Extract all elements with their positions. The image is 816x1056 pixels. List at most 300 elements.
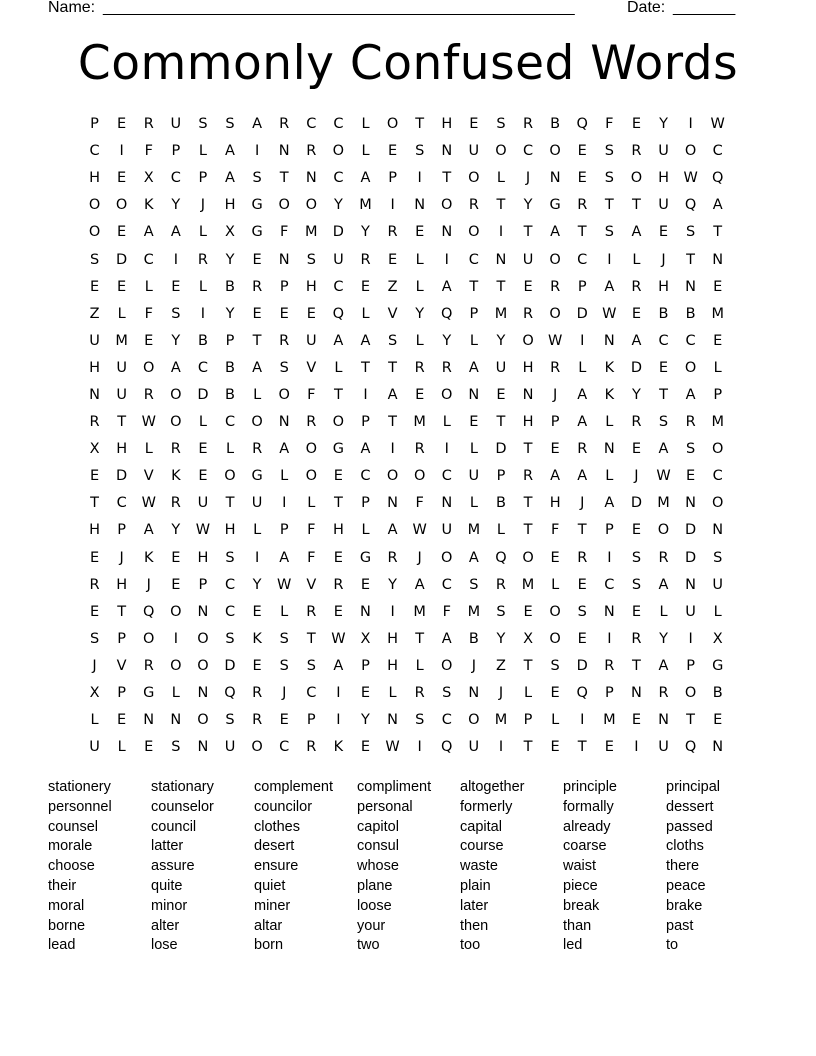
grid-letter[interactable]: H (332, 522, 344, 539)
grid-letter[interactable]: A (468, 359, 479, 376)
grid-letter[interactable]: Y (333, 197, 343, 214)
grid-letter[interactable]: T (388, 359, 397, 376)
grid-letter[interactable]: T (523, 657, 533, 674)
grid-letter[interactable]: T (117, 603, 127, 620)
grid-letter[interactable]: P (604, 522, 614, 539)
grid-letter[interactable]: I (688, 630, 693, 647)
grid-letter[interactable]: R (306, 414, 317, 431)
grid-letter[interactable]: D (224, 657, 236, 674)
grid-letter[interactable]: G (359, 549, 372, 566)
grid-letter[interactable]: Y (225, 251, 235, 268)
grid-letter[interactable]: H (116, 576, 128, 593)
grid-letter[interactable]: E (523, 278, 533, 295)
grid-letter[interactable]: G (332, 441, 345, 458)
grid-letter[interactable]: S (225, 712, 235, 729)
grid-letter[interactable]: I (580, 332, 585, 349)
grid-letter[interactable]: K (333, 739, 344, 756)
grid-letter[interactable]: E (171, 549, 181, 566)
grid-letter[interactable]: A (360, 170, 371, 187)
grid-letter[interactable]: E (252, 657, 262, 674)
grid-letter[interactable]: W (656, 468, 671, 485)
grid-letter[interactable]: X (89, 685, 100, 702)
grid-letter[interactable]: U (89, 332, 100, 349)
grid-letter[interactable]: W (195, 522, 211, 539)
grid-letter[interactable]: D (685, 522, 697, 539)
grid-letter[interactable]: S (469, 576, 479, 593)
grid-letter[interactable]: O (413, 468, 426, 485)
grid-letter[interactable]: U (495, 359, 507, 376)
grid-letter[interactable]: R (387, 224, 398, 241)
grid-letter[interactable]: O (278, 197, 290, 214)
grid-letter[interactable]: A (279, 441, 290, 458)
grid-letter[interactable]: E (117, 116, 127, 133)
grid-letter[interactable]: E (117, 278, 127, 295)
grid-letter[interactable]: T (577, 739, 587, 756)
grid-letter[interactable]: E (713, 278, 723, 295)
grid-letter[interactable]: X (89, 441, 100, 458)
grid-letter[interactable]: N (441, 224, 453, 241)
grid-letter[interactable]: C (170, 170, 181, 187)
grid-letter[interactable]: I (688, 116, 693, 133)
grid-letter[interactable]: L (496, 522, 505, 539)
grid-letter[interactable]: J (525, 170, 531, 187)
grid-letter[interactable]: E (658, 224, 669, 241)
grid-letter[interactable]: N (170, 712, 182, 729)
grid-letter[interactable]: L (198, 278, 207, 295)
grid-letter[interactable]: O (549, 305, 561, 322)
grid-letter[interactable]: I (417, 170, 422, 187)
grid-letter[interactable]: K (604, 359, 615, 376)
grid-letter[interactable]: B (225, 386, 235, 403)
grid-letter[interactable]: C (116, 495, 127, 512)
grid-letter[interactable]: F (144, 305, 153, 322)
grid-letter[interactable]: E (117, 224, 127, 241)
grid-letter[interactable]: J (580, 495, 585, 512)
grid-letter[interactable]: G (712, 657, 724, 674)
grid-letter[interactable]: O (305, 468, 317, 485)
grid-letter[interactable]: R (89, 576, 100, 593)
grid-letter[interactable]: C (522, 143, 534, 160)
grid-letter[interactable]: L (171, 685, 180, 702)
grid-letter[interactable]: W (683, 170, 698, 187)
grid-letter[interactable]: N (387, 495, 398, 512)
grid-letter[interactable]: O (143, 359, 155, 376)
grid-letter[interactable]: M (467, 522, 481, 539)
grid-letter[interactable]: Y (361, 224, 370, 241)
grid-letter[interactable]: U (712, 576, 724, 593)
grid-letter[interactable]: I (390, 197, 395, 214)
grid-letter[interactable]: L (632, 251, 641, 268)
grid-letter[interactable]: M (467, 603, 481, 620)
grid-letter[interactable]: L (442, 414, 451, 431)
grid-letter[interactable]: F (442, 603, 451, 620)
grid-letter[interactable]: L (659, 603, 668, 620)
grid-letter[interactable]: U (170, 116, 182, 133)
grid-letter[interactable]: O (305, 441, 317, 458)
grid-letter[interactable]: J (661, 251, 666, 268)
grid-letter[interactable]: V (306, 576, 317, 593)
grid-letter[interactable]: H (305, 278, 317, 295)
grid-letter[interactable]: H (658, 278, 669, 295)
grid-letter[interactable]: R (550, 278, 561, 295)
grid-letter[interactable]: E (387, 143, 398, 160)
grid-letter[interactable]: P (496, 468, 506, 485)
grid-letter[interactable]: Q (143, 603, 155, 620)
grid-letter[interactable]: G (549, 197, 561, 214)
grid-letter[interactable]: N (685, 495, 697, 512)
grid-letter[interactable]: T (496, 414, 506, 431)
grid-letter[interactable]: S (415, 712, 425, 729)
grid-letter[interactable]: E (631, 712, 641, 729)
grid-letter[interactable]: R (170, 441, 181, 458)
grid-letter[interactable]: I (200, 305, 206, 322)
grid-letter[interactable]: M (711, 414, 724, 431)
grid-letter[interactable]: C (333, 278, 344, 295)
grid-letter[interactable]: T (469, 278, 479, 295)
grid-letter[interactable]: A (387, 522, 398, 539)
grid-letter[interactable]: O (684, 685, 697, 702)
grid-letter[interactable]: Z (387, 278, 398, 295)
grid-letter[interactable]: N (441, 143, 453, 160)
grid-letter[interactable]: N (712, 739, 724, 756)
grid-letter[interactable]: O (197, 657, 209, 674)
grid-letter[interactable]: R (577, 441, 588, 458)
grid-letter[interactable]: K (171, 468, 181, 485)
date-blank-line[interactable]: _______ (673, 0, 736, 16)
grid-letter[interactable]: T (117, 414, 127, 431)
grid-letter[interactable]: O (88, 197, 101, 214)
grid-letter[interactable]: A (658, 657, 669, 674)
grid-letter[interactable]: P (361, 495, 370, 512)
grid-letter[interactable]: S (306, 657, 316, 674)
grid-letter[interactable]: U (658, 197, 669, 214)
grid-letter[interactable]: E (117, 712, 127, 729)
grid-letter[interactable]: P (225, 332, 235, 349)
grid-letter[interactable]: T (442, 170, 452, 187)
grid-letter[interactable]: J (471, 657, 476, 674)
grid-letter[interactable]: E (631, 441, 641, 458)
grid-letter[interactable]: N (603, 603, 615, 620)
grid-letter[interactable]: I (607, 251, 612, 268)
grid-letter[interactable]: R (170, 495, 181, 512)
grid-letter[interactable]: C (224, 576, 236, 593)
grid-letter[interactable]: A (143, 522, 154, 539)
grid-letter[interactable]: S (198, 116, 208, 133)
grid-letter[interactable]: N (305, 170, 317, 187)
grid-letter[interactable]: S (171, 739, 181, 756)
grid-letter[interactable]: N (278, 414, 290, 431)
grid-letter[interactable]: L (551, 712, 560, 729)
grid-letter[interactable]: A (550, 468, 561, 485)
grid-letter[interactable]: E (89, 603, 100, 620)
grid-letter[interactable]: Q (576, 685, 588, 702)
grid-letter[interactable]: V (387, 305, 398, 322)
grid-letter[interactable]: E (171, 576, 181, 593)
grid-letter[interactable]: N (278, 251, 290, 268)
grid-letter[interactable]: E (252, 305, 262, 322)
grid-letter[interactable]: X (225, 224, 235, 241)
grid-letter[interactable]: J (200, 197, 206, 214)
grid-letter[interactable]: R (468, 197, 479, 214)
grid-letter[interactable]: X (360, 630, 371, 647)
grid-letter[interactable]: R (279, 116, 290, 133)
grid-letter[interactable]: C (89, 143, 100, 160)
grid-letter[interactable]: O (468, 224, 480, 241)
grid-letter[interactable]: E (252, 251, 262, 268)
grid-letter[interactable]: I (363, 386, 368, 403)
grid-letter[interactable]: E (360, 685, 371, 702)
grid-letter[interactable]: O (88, 224, 101, 241)
grid-letter[interactable]: E (89, 549, 100, 566)
grid-letter[interactable]: E (279, 712, 289, 729)
grid-letter[interactable]: O (495, 143, 507, 160)
grid-letter[interactable]: S (631, 576, 642, 593)
grid-letter[interactable]: S (713, 549, 723, 566)
grid-letter[interactable]: N (468, 685, 480, 702)
grid-letter[interactable]: E (144, 332, 154, 349)
grid-letter[interactable]: Y (361, 712, 370, 729)
grid-letter[interactable]: L (415, 278, 424, 295)
grid-letter[interactable]: U (89, 739, 100, 756)
grid-letter[interactable]: O (468, 170, 480, 187)
grid-letter[interactable]: O (197, 630, 209, 647)
grid-letter[interactable]: A (604, 278, 615, 295)
grid-letter[interactable]: M (603, 712, 616, 729)
grid-letter[interactable]: N (414, 197, 426, 214)
grid-letter[interactable]: A (252, 359, 263, 376)
grid-letter[interactable]: R (143, 116, 154, 133)
grid-letter[interactable]: T (279, 170, 289, 187)
grid-letter[interactable]: N (468, 386, 480, 403)
grid-letter[interactable]: I (173, 251, 178, 268)
grid-letter[interactable]: R (631, 630, 642, 647)
grid-letter[interactable]: Y (252, 576, 262, 593)
grid-letter[interactable]: Q (684, 197, 697, 214)
grid-letter[interactable]: A (658, 441, 669, 458)
grid-letter[interactable]: V (116, 657, 127, 674)
grid-letter[interactable]: R (252, 685, 263, 702)
grid-letter[interactable]: I (254, 143, 260, 160)
grid-letter[interactable]: J (498, 685, 504, 702)
grid-letter[interactable]: T (686, 251, 696, 268)
grid-letter[interactable]: R (414, 685, 425, 702)
grid-letter[interactable]: L (280, 468, 289, 485)
grid-letter[interactable]: I (498, 224, 504, 241)
grid-letter[interactable]: L (117, 739, 126, 756)
grid-letter[interactable]: R (306, 603, 317, 620)
grid-letter[interactable]: A (577, 386, 588, 403)
grid-letter[interactable]: N (522, 386, 534, 403)
grid-letter[interactable]: C (468, 251, 479, 268)
grid-letter[interactable]: E (577, 143, 587, 160)
grid-letter[interactable]: X (523, 630, 534, 647)
grid-letter[interactable]: R (523, 116, 534, 133)
grid-letter[interactable]: Q (224, 685, 236, 702)
grid-letter[interactable]: T (361, 359, 370, 376)
grid-letter[interactable]: A (631, 332, 642, 349)
grid-letter[interactable]: T (225, 495, 235, 512)
grid-letter[interactable]: M (305, 224, 318, 241)
grid-letter[interactable]: E (360, 739, 371, 756)
grid-letter[interactable]: E (387, 251, 398, 268)
name-blank-line[interactable]: _____________________________________________________ (103, 0, 575, 16)
grid-letter[interactable]: I (390, 603, 395, 620)
grid-letter[interactable]: F (280, 224, 289, 241)
grid-letter[interactable]: S (387, 332, 398, 349)
grid-letter[interactable]: W (141, 495, 156, 512)
grid-letter[interactable]: O (305, 197, 317, 214)
grid-letter[interactable]: O (332, 143, 345, 160)
grid-letter[interactable]: O (522, 549, 534, 566)
grid-letter[interactable]: J (92, 657, 97, 674)
grid-letter[interactable]: D (576, 657, 588, 674)
grid-letter[interactable]: T (604, 197, 614, 214)
grid-letter[interactable]: D (630, 359, 642, 376)
grid-letter[interactable]: J (146, 576, 151, 593)
grid-letter[interactable]: I (607, 549, 612, 566)
grid-letter[interactable]: D (197, 386, 209, 403)
grid-letter[interactable]: A (685, 386, 696, 403)
grid-letter[interactable]: T (388, 414, 397, 431)
grid-letter[interactable]: J (553, 386, 558, 403)
grid-letter[interactable]: Q (684, 739, 697, 756)
grid-letter[interactable]: S (604, 224, 614, 241)
grid-letter[interactable]: K (143, 549, 154, 566)
grid-letter[interactable]: R (685, 414, 696, 431)
grid-letter[interactable]: X (143, 170, 154, 187)
grid-letter[interactable]: F (144, 143, 153, 160)
grid-letter[interactable]: G (251, 468, 263, 485)
grid-letter[interactable]: N (441, 495, 453, 512)
grid-letter[interactable]: P (306, 712, 316, 729)
grid-letter[interactable]: L (198, 143, 207, 160)
grid-letter[interactable]: O (170, 657, 182, 674)
grid-letter[interactable]: M (494, 305, 508, 322)
grid-letter[interactable]: E (577, 630, 587, 647)
grid-letter[interactable]: R (631, 278, 642, 295)
grid-letter[interactable]: E (631, 522, 641, 539)
grid-letter[interactable]: R (577, 549, 588, 566)
grid-letter[interactable]: S (279, 359, 289, 376)
grid-letter[interactable]: L (225, 441, 235, 458)
grid-letter[interactable]: E (550, 739, 560, 756)
grid-letter[interactable]: E (658, 359, 669, 376)
grid-letter[interactable]: N (685, 576, 697, 593)
grid-letter[interactable]: I (254, 549, 260, 566)
grid-letter[interactable]: A (577, 414, 588, 431)
grid-letter[interactable]: V (306, 359, 317, 376)
grid-letter[interactable]: B (495, 495, 506, 512)
grid-letter[interactable]: H (387, 657, 399, 674)
grid-letter[interactable]: Q (495, 549, 507, 566)
grid-letter[interactable]: A (441, 630, 452, 647)
grid-letter[interactable]: S (604, 143, 614, 160)
grid-letter[interactable]: S (279, 630, 289, 647)
grid-letter[interactable]: I (498, 739, 504, 756)
grid-letter[interactable]: M (494, 712, 508, 729)
grid-letter[interactable]: E (550, 549, 560, 566)
grid-letter[interactable]: E (631, 603, 641, 620)
grid-letter[interactable]: O (170, 603, 182, 620)
grid-letter[interactable]: V (143, 468, 154, 485)
grid-letter[interactable]: R (658, 685, 669, 702)
grid-letter[interactable]: A (577, 468, 588, 485)
grid-letter[interactable]: T (523, 441, 533, 458)
grid-letter[interactable]: N (630, 685, 642, 702)
grid-letter[interactable]: O (441, 197, 453, 214)
grid-letter[interactable]: O (684, 359, 697, 376)
grid-letter[interactable]: A (658, 576, 669, 593)
grid-letter[interactable]: L (713, 359, 722, 376)
grid-letter[interactable]: T (713, 224, 723, 241)
grid-letter[interactable]: J (634, 468, 639, 485)
grid-letter[interactable]: A (170, 224, 181, 241)
grid-letter[interactable]: H (224, 522, 236, 539)
grid-letter[interactable]: A (333, 332, 344, 349)
grid-letter[interactable]: T (333, 495, 343, 512)
grid-letter[interactable]: I (336, 685, 341, 702)
grid-letter[interactable]: R (143, 386, 154, 403)
grid-letter[interactable]: S (686, 441, 696, 458)
grid-letter[interactable]: O (386, 468, 399, 485)
grid-letter[interactable]: Q (441, 305, 453, 322)
grid-letter[interactable]: O (549, 603, 561, 620)
grid-letter[interactable]: Y (496, 630, 506, 647)
grid-letter[interactable]: U (116, 359, 127, 376)
grid-letter[interactable]: L (198, 414, 207, 431)
grid-letter[interactable]: I (282, 495, 287, 512)
grid-letter[interactable]: O (441, 657, 453, 674)
grid-letter[interactable]: Z (495, 657, 506, 674)
grid-letter[interactable]: R (414, 359, 425, 376)
grid-letter[interactable]: L (90, 712, 99, 729)
grid-letter[interactable]: P (198, 170, 208, 187)
grid-letter[interactable]: T (631, 657, 641, 674)
grid-letter[interactable]: L (361, 116, 370, 133)
grid-letter[interactable]: H (441, 116, 453, 133)
grid-letter[interactable]: B (468, 630, 479, 647)
grid-letter[interactable]: B (685, 305, 696, 322)
grid-letter[interactable]: N (603, 441, 615, 458)
grid-letter[interactable]: D (116, 468, 128, 485)
grid-letter[interactable]: E (604, 739, 614, 756)
grid-letter[interactable]: P (550, 414, 560, 431)
grid-letter[interactable]: A (252, 116, 263, 133)
grid-letter[interactable]: F (307, 549, 316, 566)
grid-letter[interactable]: S (686, 224, 696, 241)
grid-letter[interactable]: O (630, 170, 643, 187)
grid-letter[interactable]: B (712, 685, 723, 702)
grid-letter[interactable]: R (577, 197, 588, 214)
grid-letter[interactable]: E (577, 170, 587, 187)
grid-letter[interactable]: M (711, 305, 724, 322)
grid-letter[interactable]: J (417, 549, 422, 566)
grid-letter[interactable]: W (277, 576, 292, 593)
grid-letter[interactable]: C (279, 739, 290, 756)
grid-letter[interactable]: N (685, 278, 697, 295)
grid-letter[interactable]: U (441, 522, 453, 539)
grid-letter[interactable]: W (331, 630, 346, 647)
grid-letter[interactable]: E (306, 305, 316, 322)
grid-letter[interactable]: T (523, 522, 533, 539)
grid-letter[interactable]: J (282, 685, 287, 702)
grid-letter[interactable]: D (685, 549, 697, 566)
grid-letter[interactable]: L (361, 143, 370, 160)
grid-letter[interactable]: U (224, 739, 236, 756)
grid-letter[interactable]: S (252, 170, 262, 187)
grid-letter[interactable]: E (360, 576, 371, 593)
grid-letter[interactable]: T (415, 116, 425, 133)
